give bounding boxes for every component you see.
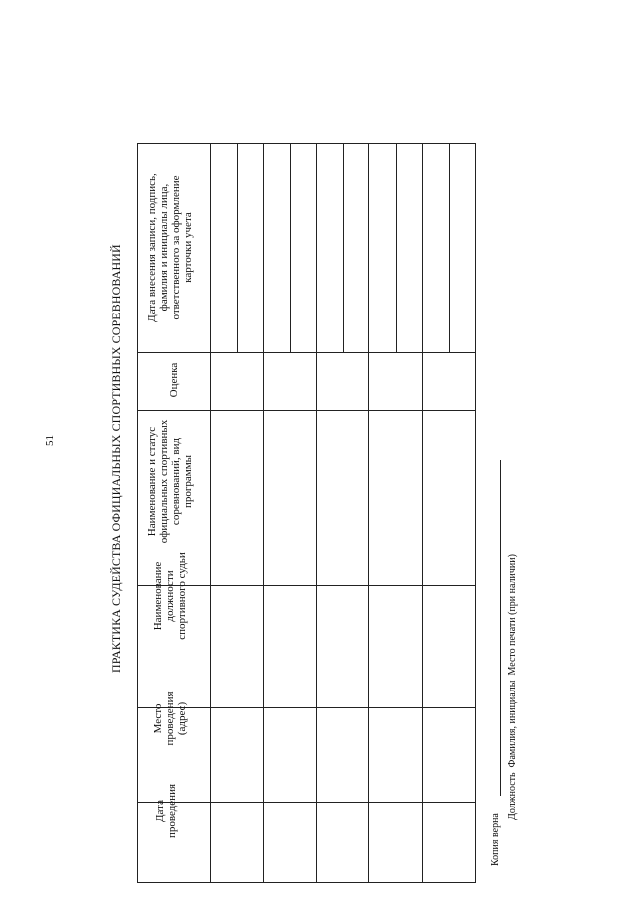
page-number: 51 (44, 435, 56, 446)
row-divider (368, 144, 369, 882)
stamp-label: Место печати (при наличии) (507, 554, 518, 676)
header-competition: Наименование и статус официальных спортивных соревнований, вид программы (146, 419, 194, 544)
position-label: Должность (507, 772, 518, 820)
signature-labels (507, 554, 518, 820)
cell-split (396, 144, 397, 352)
row-divider (422, 144, 423, 882)
cell-split (237, 144, 238, 352)
copy-certified-label: Копия верна (490, 813, 501, 866)
page-title: ПРАКТИКА СУДЕЙСТВА ОФИЦИАЛЬНЫХ СПОРТИВНЫХ СОРЕВНОВАНИЙ (109, 244, 123, 673)
column-divider (138, 802, 475, 803)
header-referee-position: Наименование должности спортивного судьи (152, 552, 188, 640)
header-date: Дата проведения (154, 783, 178, 839)
header-score: Оценка (168, 362, 180, 398)
cell-split (290, 144, 291, 352)
row-divider (316, 144, 317, 882)
cell-split (449, 144, 450, 352)
row-divider (263, 144, 264, 882)
cell-split (343, 144, 344, 352)
signature-line (500, 460, 501, 796)
header-record-entry: Дата внесения записи, подпись, фамилия и инициалы лица, ответственного за оформление карточки учета (146, 173, 194, 322)
header-venue: Место проведения (адрес) (152, 691, 188, 746)
column-divider (138, 352, 475, 353)
column-divider (138, 585, 475, 586)
judging-practice-table (137, 143, 476, 883)
column-divider (138, 707, 475, 708)
name-label: Фамилия, инициалы (507, 680, 518, 768)
header-divider (210, 144, 211, 882)
